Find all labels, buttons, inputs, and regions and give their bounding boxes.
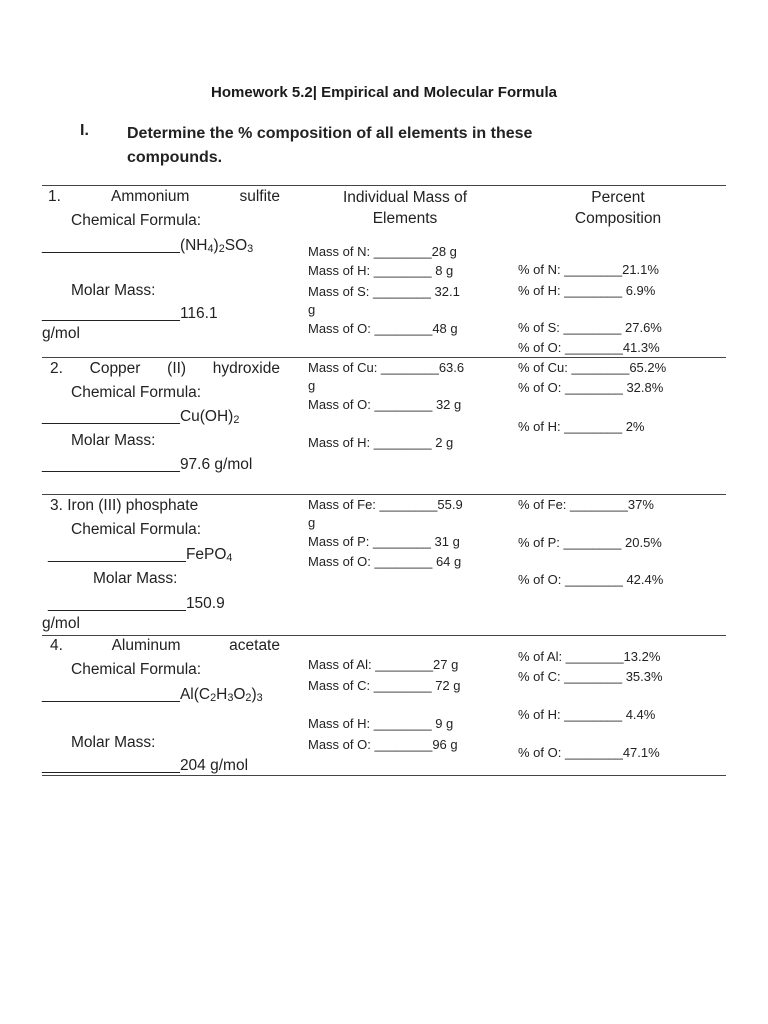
chemical-formula: $(NH_4)_2SO_3$ bbox=[179, 237, 254, 255]
percent-line: % of O: ________47.1% bbox=[518, 745, 660, 760]
answer-blank: ________________ bbox=[42, 456, 180, 473]
percent-line: % of N: ________21.1% bbox=[518, 262, 659, 277]
mass-line: Mass of C: ________ 72 g bbox=[308, 678, 461, 693]
answer-blank: ________________ bbox=[42, 686, 180, 703]
page-title: Homework 5.2| Empirical and Molecular Formula bbox=[211, 84, 557, 101]
mass-line: Mass of Fe: ________55.9 bbox=[308, 497, 463, 512]
mass-line-wrap: g bbox=[308, 515, 316, 530]
answer-blank: ________________ bbox=[48, 546, 186, 563]
formula-answer bbox=[42, 686, 263, 704]
row-divider bbox=[42, 357, 726, 358]
percent-line: % of O: ________ 32.8% bbox=[518, 380, 664, 395]
mass-line: Mass of O: ________ 64 g bbox=[308, 554, 462, 569]
table-bottom-rule bbox=[42, 775, 726, 776]
compound-name: 3. Iron (III) phosphate bbox=[50, 497, 199, 514]
mass-line-wrap: g bbox=[308, 302, 316, 317]
percent-line: % of Fe: ________37% bbox=[518, 497, 654, 512]
percent-line: % of O: ________ 42.4% bbox=[518, 572, 664, 587]
molar-mass-answer bbox=[42, 456, 252, 474]
molar-mass-label: Molar Mass: bbox=[71, 432, 156, 449]
molar-mass-label: Molar Mass: bbox=[71, 282, 156, 299]
molar-mass-unit: g/mol bbox=[42, 325, 80, 342]
mass-line: Mass of H: ________ 8 g bbox=[308, 263, 454, 278]
answer-blank: ________________ bbox=[42, 305, 180, 322]
molar-mass-label: Molar Mass: bbox=[93, 570, 178, 587]
row-divider bbox=[42, 494, 726, 495]
percent-line: % of H: ________ 2% bbox=[518, 419, 645, 434]
header-percent-composition: Percent Composition bbox=[574, 189, 662, 227]
molar-mass-value: 204 g/mol bbox=[179, 757, 249, 774]
molar-mass-answer bbox=[48, 595, 225, 613]
mass-line: Mass of O: ________96 g bbox=[308, 737, 458, 752]
mass-line: Mass of Cu: ________63.6 bbox=[308, 360, 465, 375]
molar-mass-label: Molar Mass: bbox=[71, 734, 156, 751]
chemical-formula: $Cu(OH)_2$ bbox=[179, 408, 240, 426]
percent-line: % of O: ________41.3% bbox=[518, 340, 660, 355]
answer-blank: ________________ bbox=[48, 595, 186, 612]
mass-line: Mass of N: ________28 g bbox=[308, 244, 457, 259]
table-top-rule bbox=[42, 185, 726, 186]
formula-label: Chemical Formula: bbox=[71, 384, 202, 401]
header-individual-mass: Individual Mass of Elements bbox=[342, 189, 468, 227]
molar-mass-value: 97.6 g/mol bbox=[179, 456, 253, 473]
percent-line: % of S: ________ 27.6% bbox=[518, 320, 662, 335]
mass-line: Mass of H: ________ 2 g bbox=[308, 435, 454, 450]
mass-line: Mass of O: ________ 32 g bbox=[308, 397, 462, 412]
mass-line: Mass of P: ________ 31 g bbox=[308, 534, 460, 549]
formula-label: Chemical Formula: bbox=[71, 212, 202, 229]
molar-mass-answer bbox=[42, 305, 218, 323]
percent-line: % of H: ________ 6.9% bbox=[518, 283, 656, 298]
formula-label: Chemical Formula: bbox=[71, 521, 202, 538]
mass-line: Mass of H: ________ 9 g bbox=[308, 716, 454, 731]
formula-answer bbox=[42, 408, 239, 426]
molar-mass-answer bbox=[42, 757, 248, 775]
answer-blank: ________________ bbox=[42, 237, 180, 254]
compound-name: 4. Aluminum acetate bbox=[50, 637, 280, 654]
answer-blank: ________________ bbox=[42, 408, 180, 425]
section-instruction: Determine the % composition of all elements in these compounds. bbox=[127, 125, 533, 166]
section-number: I. bbox=[80, 122, 89, 139]
mass-line: Mass of O: ________48 g bbox=[308, 321, 458, 336]
mass-line: Mass of S: ________ 32.1 bbox=[308, 284, 460, 299]
answer-blank: ________________ bbox=[42, 757, 180, 774]
mass-line: Mass of Al: ________27 g bbox=[308, 657, 459, 672]
mass-line-wrap: g bbox=[308, 378, 316, 393]
compound-name: 2. Copper (II) hydroxide bbox=[50, 360, 280, 377]
formula-answer bbox=[42, 237, 253, 255]
formula-label: Chemical Formula: bbox=[71, 661, 202, 678]
percent-line: % of C: ________ 35.3% bbox=[518, 669, 663, 684]
compound-name: 1. Ammonium sulfite bbox=[48, 188, 280, 205]
percent-line: % of Al: ________13.2% bbox=[518, 649, 661, 664]
molar-mass-unit: g/mol bbox=[42, 615, 80, 632]
molar-mass-value: 116.1 bbox=[179, 305, 218, 322]
percent-line: % of H: ________ 4.4% bbox=[518, 707, 656, 722]
formula-answer bbox=[48, 546, 232, 564]
chemical-formula: FePO$_4$ bbox=[185, 546, 233, 564]
percent-line: % of P: ________ 20.5% bbox=[518, 535, 662, 550]
row-divider bbox=[42, 635, 726, 636]
chemical-formula: $Al(C_2H_3O_2)_3$ bbox=[179, 686, 263, 704]
molar-mass-value: 150.9 bbox=[185, 595, 225, 612]
percent-line: % of Cu: ________65.2% bbox=[518, 360, 667, 375]
